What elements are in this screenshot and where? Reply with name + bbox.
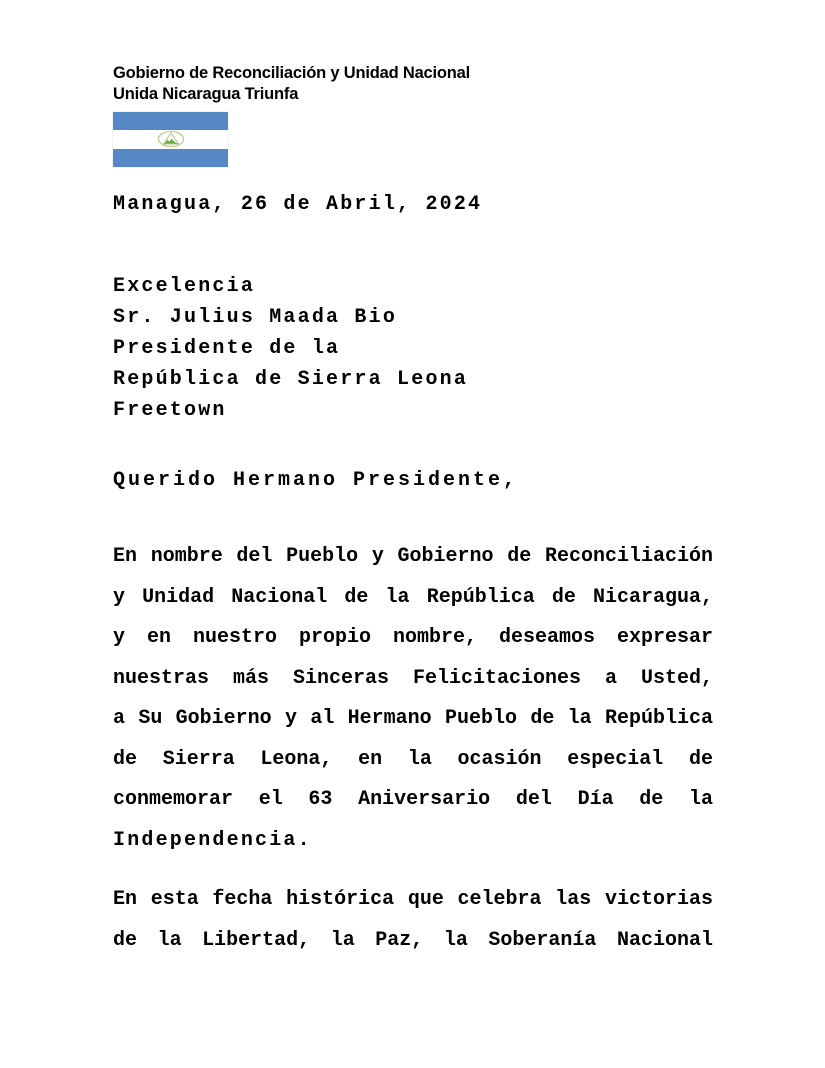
body-line: Independencia. [113, 828, 312, 852]
body-line: de Sierra Leona, en la ocasión especial de [113, 747, 713, 771]
letterhead-org-name: Gobierno de Reconciliación y Unidad Nacional [113, 64, 471, 82]
body-paragraph-2 [113, 880, 713, 961]
salutation: Querido Hermano Presidente, [113, 469, 519, 492]
flag-stripe-middle [113, 130, 228, 148]
recipient-block [113, 271, 468, 426]
recipient-line: Presidente de la [113, 337, 341, 360]
body-line: y en nuestro propio nombre, deseamos expresar [113, 626, 713, 649]
body-line: nuestras más Sinceras Felicitaciones a Usted, [113, 666, 713, 690]
letter-date: Managua, 26 de Abril, 2024 [113, 193, 483, 216]
recipient-line: Freetown [113, 399, 227, 422]
letterhead-motto: Unida Nicaragua Triunfa [113, 85, 299, 103]
recipient-line: República de Sierra Leona [113, 368, 469, 391]
body-line: conmemorar el 63 Aniversario del Día de la [113, 788, 713, 811]
recipient-line: Excelencia [113, 275, 256, 298]
flag-stripe-bottom [113, 149, 228, 167]
body-line: y Unidad Nacional de la República de Nicaragua, [113, 585, 713, 609]
body-line: En nombre del Pueblo y Gobierno de Reconciliación [113, 545, 713, 568]
body-line: a Su Gobierno y al Hermano Pueblo de la República [113, 707, 713, 730]
flag-stripe-top [113, 112, 228, 130]
nicaragua-flag-image [113, 112, 228, 167]
body-line: de la Libertad, la Paz, la Soberanía Nacional [113, 928, 713, 952]
flag-emblem-icon [157, 131, 185, 148]
body-line: En esta fecha histórica que celebra las victorias [113, 888, 713, 911]
body-paragraph-1 [113, 537, 713, 861]
recipient-line: Sr. Julius Maada Bio [113, 306, 398, 329]
